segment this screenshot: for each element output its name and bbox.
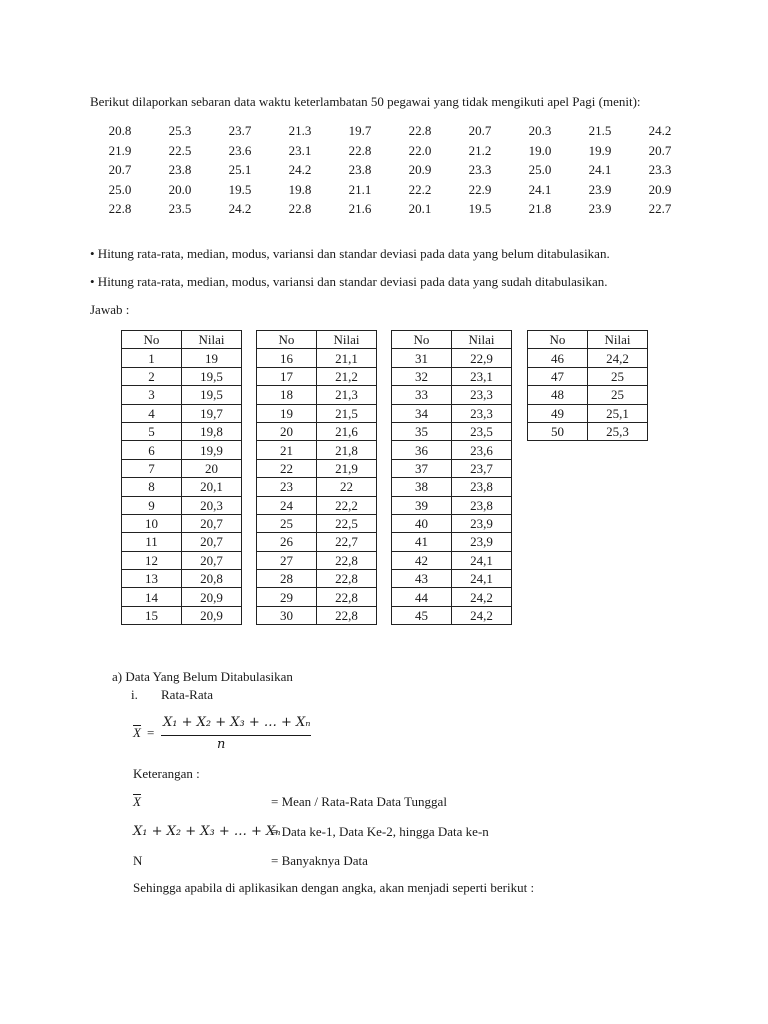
cell-no: 10 bbox=[122, 514, 182, 532]
sorted-table-2 bbox=[256, 330, 377, 625]
raw-data-cell: 22.8 bbox=[348, 142, 372, 158]
raw-data-cell: 23.3 bbox=[468, 162, 492, 178]
cell-no: 21 bbox=[257, 441, 317, 459]
formula-equals: = bbox=[147, 725, 155, 740]
table-row bbox=[122, 422, 242, 440]
raw-data-cell: 19.7 bbox=[348, 123, 372, 138]
definition-row-n bbox=[133, 853, 733, 873]
raw-data-cell: 20.0 bbox=[168, 181, 192, 197]
cell-nilai: 22,8 bbox=[317, 551, 377, 569]
cell-nilai: 19,7 bbox=[182, 404, 242, 422]
column-header-nilai: Nilai bbox=[182, 331, 242, 349]
cell-no: 20 bbox=[257, 422, 317, 440]
cell-no: 4 bbox=[122, 404, 182, 422]
definition-symbol: N bbox=[133, 853, 143, 868]
table-row bbox=[257, 386, 377, 404]
definition-text: = Mean / Rata-Rata Data Tunggal bbox=[271, 794, 447, 809]
table-header-row bbox=[392, 331, 512, 349]
cell-nilai: 20,3 bbox=[182, 496, 242, 514]
table-row bbox=[122, 459, 242, 477]
table-row bbox=[122, 478, 242, 496]
table-row bbox=[122, 551, 242, 569]
cell-nilai: 21,9 bbox=[317, 459, 377, 477]
column-header-nilai: Nilai bbox=[452, 331, 512, 349]
cell-no: 44 bbox=[392, 588, 452, 606]
raw-data-cell: 22.9 bbox=[468, 181, 492, 197]
cell-nilai: 23,3 bbox=[452, 404, 512, 422]
cell-no: 27 bbox=[257, 551, 317, 569]
raw-data-cell: 20.7 bbox=[648, 142, 672, 158]
cell-nilai: 22,9 bbox=[452, 349, 512, 367]
cell-nilai: 24,1 bbox=[452, 570, 512, 588]
table-row bbox=[257, 606, 377, 624]
cell-no: 16 bbox=[257, 349, 317, 367]
raw-data-cell: 23.5 bbox=[168, 201, 192, 217]
table-row bbox=[528, 386, 648, 404]
table-row bbox=[392, 551, 512, 569]
cell-nilai: 23,6 bbox=[452, 441, 512, 459]
raw-data-cell: 20.9 bbox=[648, 181, 672, 197]
cell-nilai: 23,5 bbox=[452, 422, 512, 440]
cell-no: 24 bbox=[257, 496, 317, 514]
formula-xbar: X bbox=[133, 725, 141, 740]
raw-data-cell: 25.1 bbox=[228, 162, 252, 178]
cell-no: 49 bbox=[528, 404, 588, 422]
cell-nilai: 23,9 bbox=[452, 533, 512, 551]
cell-nilai: 22,5 bbox=[317, 514, 377, 532]
table-row bbox=[257, 551, 377, 569]
answer-label: Jawab : bbox=[90, 302, 130, 317]
cell-nilai: 20 bbox=[182, 459, 242, 477]
raw-data-row bbox=[90, 143, 690, 163]
cell-nilai: 23,7 bbox=[452, 459, 512, 477]
column-header-no: No bbox=[122, 331, 182, 349]
raw-data-row bbox=[90, 123, 690, 143]
raw-data-cell: 21.8 bbox=[528, 201, 552, 217]
definition-row-mean bbox=[133, 794, 733, 814]
raw-data-cell: 19.8 bbox=[288, 181, 312, 197]
column-header-nilai: Nilai bbox=[317, 331, 377, 349]
sorted-table-3 bbox=[391, 330, 512, 625]
cell-no: 38 bbox=[392, 478, 452, 496]
cell-no: 19 bbox=[257, 404, 317, 422]
raw-data-cell: 20.8 bbox=[108, 123, 132, 138]
table-row bbox=[122, 367, 242, 385]
raw-data-cell: 25.0 bbox=[528, 162, 552, 178]
table-row bbox=[257, 441, 377, 459]
raw-data-cell: 20.3 bbox=[528, 123, 552, 138]
cell-nilai: 21,8 bbox=[317, 441, 377, 459]
raw-data-cell: 23.1 bbox=[288, 142, 312, 158]
cell-no: 37 bbox=[392, 459, 452, 477]
cell-nilai: 20,7 bbox=[182, 533, 242, 551]
sorted-table-4 bbox=[527, 330, 648, 441]
definition-text: = Banyaknya Data bbox=[271, 853, 368, 868]
task-bullet-2: • Hitung rata-rata, median, modus, variansi dan standar deviasi pada data yang sudah ditabulasikan. bbox=[90, 274, 608, 289]
table-row bbox=[122, 496, 242, 514]
cell-nilai: 25 bbox=[588, 386, 648, 404]
table-row bbox=[392, 422, 512, 440]
closing-text: Sehingga apabila di aplikasikan dengan angka, akan menjadi seperti berikut : bbox=[133, 880, 535, 895]
column-header-no: No bbox=[528, 331, 588, 349]
cell-nilai: 22,8 bbox=[317, 570, 377, 588]
raw-data-grid bbox=[90, 123, 690, 221]
raw-data-cell: 21.2 bbox=[468, 142, 492, 158]
cell-no: 32 bbox=[392, 367, 452, 385]
raw-data-cell: 22.5 bbox=[168, 142, 192, 158]
cell-nilai: 23,8 bbox=[452, 496, 512, 514]
raw-data-cell: 22.8 bbox=[108, 201, 132, 217]
raw-data-cell: 23.7 bbox=[228, 123, 252, 138]
raw-data-cell: 24.2 bbox=[648, 123, 672, 138]
raw-data-cell: 20.1 bbox=[408, 201, 432, 217]
cell-nilai: 20,7 bbox=[182, 551, 242, 569]
table-row bbox=[528, 422, 648, 440]
cell-nilai: 25,1 bbox=[588, 404, 648, 422]
column-header-no: No bbox=[257, 331, 317, 349]
cell-no: 34 bbox=[392, 404, 452, 422]
cell-nilai: 19,5 bbox=[182, 367, 242, 385]
cell-no: 39 bbox=[392, 496, 452, 514]
cell-no: 12 bbox=[122, 551, 182, 569]
intro-text: Berikut dilaporkan sebaran data waktu keterlambatan 50 pegawai yang tidak mengikuti apel Pagi (menit): bbox=[90, 94, 641, 109]
cell-nilai: 21,2 bbox=[317, 367, 377, 385]
raw-data-cell: 20.7 bbox=[108, 162, 132, 178]
cell-nilai: 22 bbox=[317, 478, 377, 496]
section-i-title: Rata-Rata bbox=[161, 687, 213, 702]
raw-data-cell: 23.9 bbox=[588, 201, 612, 217]
cell-no: 17 bbox=[257, 367, 317, 385]
cell-nilai: 22,8 bbox=[317, 606, 377, 624]
cell-nilai: 25,3 bbox=[588, 422, 648, 440]
table-row bbox=[257, 570, 377, 588]
table-row bbox=[392, 459, 512, 477]
cell-no: 13 bbox=[122, 570, 182, 588]
raw-data-cell: 23.6 bbox=[228, 142, 252, 158]
table-row bbox=[257, 496, 377, 514]
table-row bbox=[392, 349, 512, 367]
cell-no: 1 bbox=[122, 349, 182, 367]
cell-nilai: 19 bbox=[182, 349, 242, 367]
cell-no: 8 bbox=[122, 478, 182, 496]
raw-data-cell: 21.6 bbox=[348, 201, 372, 217]
table-row bbox=[257, 367, 377, 385]
cell-no: 36 bbox=[392, 441, 452, 459]
table-header-row bbox=[122, 331, 242, 349]
cell-no: 31 bbox=[392, 349, 452, 367]
cell-no: 33 bbox=[392, 386, 452, 404]
raw-data-cell: 19.5 bbox=[468, 201, 492, 217]
table-row bbox=[392, 588, 512, 606]
table-row bbox=[528, 349, 648, 367]
raw-data-cell: 24.2 bbox=[288, 162, 312, 178]
table-row bbox=[392, 514, 512, 532]
cell-no: 22 bbox=[257, 459, 317, 477]
raw-data-cell: 25.3 bbox=[168, 123, 192, 138]
cell-nilai: 24,1 bbox=[452, 551, 512, 569]
cell-nilai: 23,1 bbox=[452, 367, 512, 385]
cell-nilai: 23,9 bbox=[452, 514, 512, 532]
table-row bbox=[122, 514, 242, 532]
formula-denominator: n bbox=[217, 737, 226, 752]
cell-nilai: 20,9 bbox=[182, 606, 242, 624]
table-row bbox=[392, 367, 512, 385]
raw-data-cell: 22.0 bbox=[408, 142, 432, 158]
table-row bbox=[392, 386, 512, 404]
task-bullet-1: • Hitung rata-rata, median, modus, variansi dan standar deviasi pada data yang belum ditabulasikan. bbox=[90, 246, 610, 261]
raw-data-cell: 23.8 bbox=[348, 162, 372, 178]
section-a-heading: a) Data Yang Belum Ditabulasikan bbox=[112, 669, 293, 684]
cell-no: 48 bbox=[528, 386, 588, 404]
cell-no: 23 bbox=[257, 478, 317, 496]
fraction-line bbox=[161, 735, 311, 736]
cell-nilai: 25 bbox=[588, 367, 648, 385]
table-row bbox=[257, 588, 377, 606]
table-header-row bbox=[528, 331, 648, 349]
table-header-row bbox=[257, 331, 377, 349]
formula-numerator: X₁ + X₂ + X₃ + … + Xₙ bbox=[163, 715, 311, 730]
table-row bbox=[257, 459, 377, 477]
table-row bbox=[257, 514, 377, 532]
raw-data-cell: 24.1 bbox=[528, 181, 552, 197]
table-row bbox=[257, 404, 377, 422]
cell-no: 18 bbox=[257, 386, 317, 404]
cell-no: 46 bbox=[528, 349, 588, 367]
cell-nilai: 21,3 bbox=[317, 386, 377, 404]
raw-data-cell: 23.9 bbox=[588, 181, 612, 197]
cell-no: 43 bbox=[392, 570, 452, 588]
table-row bbox=[122, 441, 242, 459]
cell-nilai: 22,8 bbox=[317, 588, 377, 606]
raw-data-cell: 22.2 bbox=[408, 181, 432, 197]
raw-data-cell: 21.3 bbox=[288, 123, 312, 138]
cell-no: 28 bbox=[257, 570, 317, 588]
raw-data-row bbox=[90, 201, 690, 221]
cell-nilai: 21,6 bbox=[317, 422, 377, 440]
raw-data-cell: 24.1 bbox=[588, 162, 612, 178]
sorted-table-1 bbox=[121, 330, 242, 625]
cell-nilai: 19,5 bbox=[182, 386, 242, 404]
raw-data-cell: 22.7 bbox=[648, 201, 672, 217]
cell-nilai: 23,8 bbox=[452, 478, 512, 496]
raw-data-cell: 22.8 bbox=[408, 123, 432, 138]
cell-no: 14 bbox=[122, 588, 182, 606]
cell-nilai: 24,2 bbox=[452, 588, 512, 606]
cell-nilai: 20,1 bbox=[182, 478, 242, 496]
raw-data-cell: 22.8 bbox=[288, 201, 312, 217]
cell-nilai: 22,7 bbox=[317, 533, 377, 551]
cell-no: 2 bbox=[122, 367, 182, 385]
cell-no: 47 bbox=[528, 367, 588, 385]
column-header-no: No bbox=[392, 331, 452, 349]
cell-no: 9 bbox=[122, 496, 182, 514]
definition-symbol: X₁ + X₂ + X₃ + … + Xₙ bbox=[133, 824, 281, 839]
raw-data-cell: 23.3 bbox=[648, 162, 672, 178]
table-row bbox=[528, 404, 648, 422]
table-row bbox=[257, 422, 377, 440]
cell-nilai: 20,7 bbox=[182, 514, 242, 532]
raw-data-cell: 19.0 bbox=[528, 142, 552, 158]
table-row bbox=[257, 533, 377, 551]
cell-nilai: 23,3 bbox=[452, 386, 512, 404]
table-row bbox=[122, 588, 242, 606]
cell-nilai: 19,8 bbox=[182, 422, 242, 440]
cell-no: 25 bbox=[257, 514, 317, 532]
cell-no: 42 bbox=[392, 551, 452, 569]
section-i-number: i. bbox=[131, 687, 138, 702]
table-row bbox=[392, 404, 512, 422]
raw-data-cell: 19.5 bbox=[228, 181, 252, 197]
table-row bbox=[392, 496, 512, 514]
cell-nilai: 21,1 bbox=[317, 349, 377, 367]
cell-no: 26 bbox=[257, 533, 317, 551]
table-row bbox=[392, 570, 512, 588]
cell-nilai: 20,8 bbox=[182, 570, 242, 588]
table-row bbox=[392, 478, 512, 496]
cell-no: 3 bbox=[122, 386, 182, 404]
cell-no: 45 bbox=[392, 606, 452, 624]
raw-data-cell: 19.9 bbox=[588, 142, 612, 158]
cell-nilai: 20,9 bbox=[182, 588, 242, 606]
definition-text: = Data ke-1, Data Ke-2, hingga Data ke-n bbox=[271, 824, 489, 839]
cell-nilai: 24,2 bbox=[588, 349, 648, 367]
table-row bbox=[392, 441, 512, 459]
table-row bbox=[122, 533, 242, 551]
table-row bbox=[122, 404, 242, 422]
raw-data-cell: 23.8 bbox=[168, 162, 192, 178]
table-row bbox=[528, 367, 648, 385]
cell-nilai: 24,2 bbox=[452, 606, 512, 624]
cell-no: 6 bbox=[122, 441, 182, 459]
cell-no: 5 bbox=[122, 422, 182, 440]
table-row bbox=[257, 478, 377, 496]
cell-no: 7 bbox=[122, 459, 182, 477]
table-row bbox=[122, 606, 242, 624]
cell-no: 35 bbox=[392, 422, 452, 440]
cell-no: 29 bbox=[257, 588, 317, 606]
cell-nilai: 19,9 bbox=[182, 441, 242, 459]
cell-no: 50 bbox=[528, 422, 588, 440]
raw-data-row bbox=[90, 182, 690, 202]
raw-data-cell: 21.1 bbox=[348, 181, 372, 197]
raw-data-cell: 21.5 bbox=[588, 123, 612, 138]
table-row bbox=[122, 386, 242, 404]
definition-row-data bbox=[133, 824, 733, 844]
cell-no: 40 bbox=[392, 514, 452, 532]
cell-no: 15 bbox=[122, 606, 182, 624]
raw-data-cell: 20.7 bbox=[468, 123, 492, 138]
raw-data-cell: 24.2 bbox=[228, 201, 252, 217]
cell-no: 41 bbox=[392, 533, 452, 551]
definition-symbol: X bbox=[133, 794, 141, 809]
raw-data-cell: 21.9 bbox=[108, 142, 132, 158]
table-row bbox=[122, 570, 242, 588]
column-header-nilai: Nilai bbox=[588, 331, 648, 349]
cell-no: 30 bbox=[257, 606, 317, 624]
cell-nilai: 21,5 bbox=[317, 404, 377, 422]
keterangan-label: Keterangan : bbox=[133, 766, 200, 781]
raw-data-row bbox=[90, 162, 690, 182]
raw-data-cell: 20.9 bbox=[408, 162, 432, 178]
table-row bbox=[392, 533, 512, 551]
mean-formula bbox=[133, 711, 311, 755]
cell-nilai: 22,2 bbox=[317, 496, 377, 514]
table-row bbox=[257, 349, 377, 367]
table-row bbox=[392, 606, 512, 624]
table-row bbox=[122, 349, 242, 367]
cell-no: 11 bbox=[122, 533, 182, 551]
raw-data-cell: 25.0 bbox=[108, 181, 132, 197]
